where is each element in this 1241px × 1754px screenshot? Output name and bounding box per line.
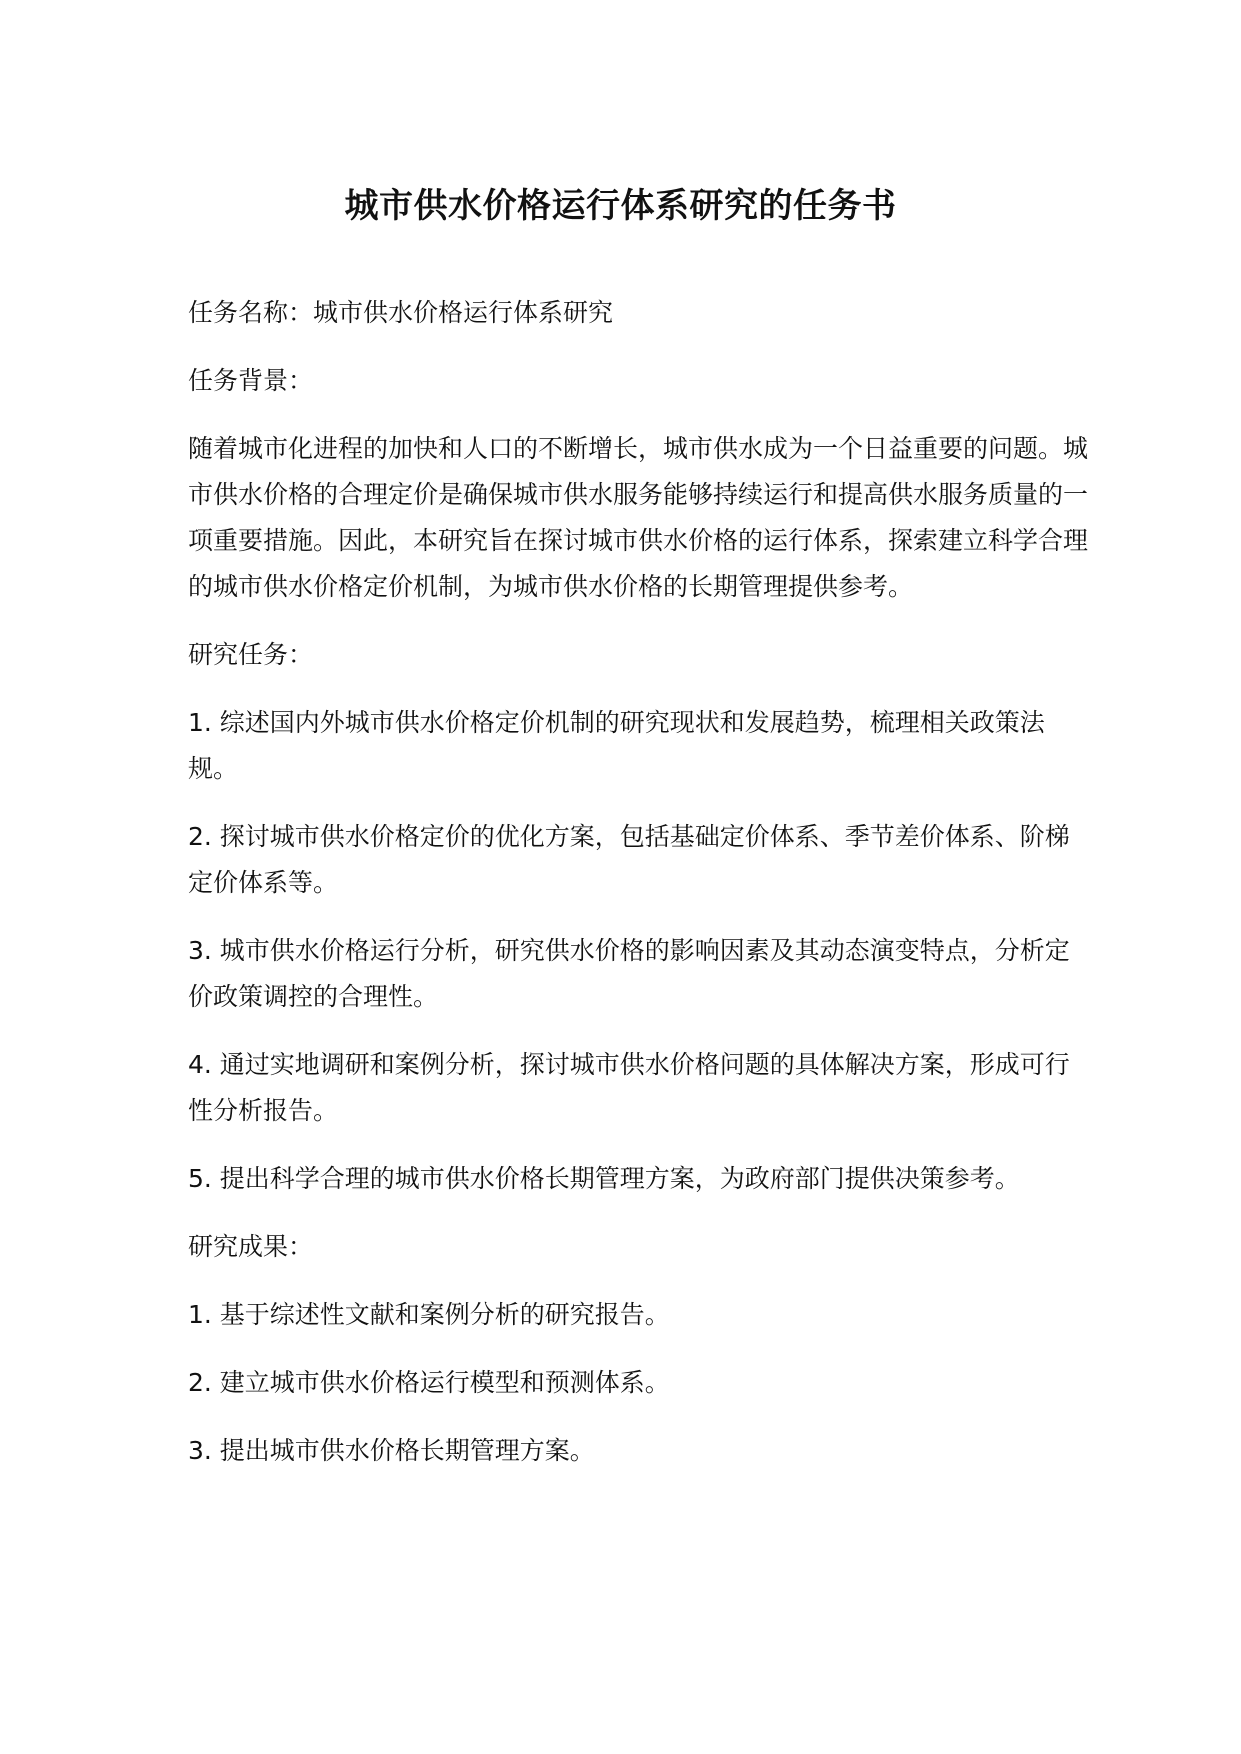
task-item-2: 2. 探讨城市供水价格定价的优化方案，包括基础定价体系、季节差价体系、阶梯定价体系等。 [188,822,1070,897]
task-item-5: 5. 提出科学合理的城市供水价格长期管理方案，为政府部门提供决策参考。 [188,1164,1020,1193]
result-item-3: 3. 提出城市供水价格长期管理方案。 [188,1436,595,1465]
task-item-1: 1. 综述国内外城市供水价格定价机制的研究现状和发展趋势，梳理相关政策法规。 [188,708,1045,783]
document-title: 城市供水价格运行体系研究的任务书 [344,186,897,226]
background-heading: 任务背景： [188,366,314,395]
background-paragraph: 随着城市化进程的加快和人口的不断增长，城市供水成为一个日益重要的问题。城市供水价格的合理定价是确保城市供水服务能够持续运行和提高供水服务质量的一项重要措施。因此，本研究旨在探讨城市供水价格的运行体系，探索建立科学合理的城市供水价格定价机制，为城市供水价格的长期管理提供参考。 [188,434,1089,601]
result-item-1: 1. 基于综述性文献和案例分析的研究报告。 [188,1300,670,1329]
tasks-heading: 研究任务： [188,640,314,669]
result-item-2: 2. 建立城市供水价格运行模型和预测体系。 [188,1368,670,1397]
task-name-line: 任务名称：城市供水价格运行体系研究 [188,298,614,327]
document-body [188,290,1088,1496]
task-item-3: 3. 城市供水价格运行分析，研究供水价格的影响因素及其动态演变特点，分析定价政策调控的合理性。 [188,936,1070,1011]
results-heading: 研究成果： [188,1232,314,1261]
task-item-4: 4. 通过实地调研和案例分析，探讨城市供水价格问题的具体解决方案，形成可行性分析报告。 [188,1050,1070,1125]
